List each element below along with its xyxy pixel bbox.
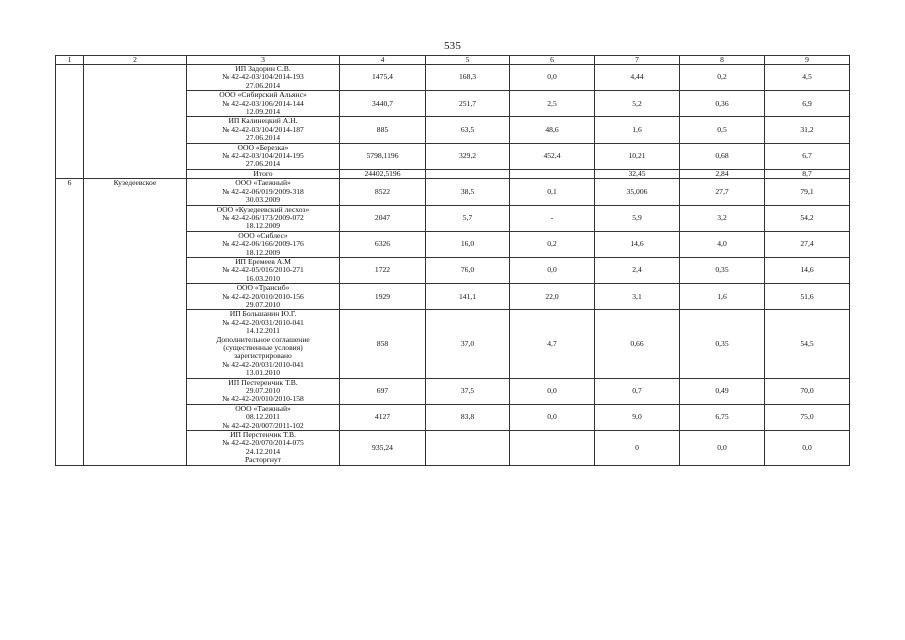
number-cell: 6 bbox=[56, 179, 84, 465]
value-cell-c9: 70,0 bbox=[765, 378, 850, 404]
value-cell-c6: 0,0 bbox=[510, 257, 595, 283]
column-header: 5 bbox=[426, 56, 510, 65]
organization-line: № 42-42-20/031/2010-041 bbox=[222, 317, 304, 327]
organization-line: 16.03.2010 bbox=[245, 273, 281, 283]
value-cell-c5: 16,0 bbox=[426, 231, 510, 257]
value-cell-c7: 2,4 bbox=[595, 257, 680, 283]
value-cell-c8: 4,0 bbox=[680, 231, 765, 257]
organization-line: № 42-42-06/019/2009-318 bbox=[222, 186, 304, 196]
value-cell-c8: 6,75 bbox=[680, 404, 765, 430]
organization-line: ИП Перстенчик Т.В. bbox=[230, 430, 296, 440]
organization-line: № 42-42-20/010/2010-156 bbox=[222, 291, 304, 301]
table-body bbox=[56, 56, 850, 466]
value-cell-c6: 0,1 bbox=[510, 179, 595, 205]
organization-line: 29.07.2010 bbox=[245, 386, 281, 396]
value-cell-c9: 51,6 bbox=[765, 284, 850, 310]
value-cell-c5: 83,8 bbox=[426, 404, 510, 430]
organization-line: № 42-42-03/104/2014-195 bbox=[222, 151, 304, 161]
value-cell-c7: 0,7 bbox=[595, 378, 680, 404]
value-cell-c4: 6326 bbox=[340, 231, 426, 257]
organization-line: 24.12.2014 bbox=[245, 446, 281, 456]
page-number: 535 bbox=[443, 40, 462, 52]
value-cell-c5: 168,3 bbox=[426, 65, 510, 91]
organization-cell bbox=[187, 179, 340, 205]
organization-line: № 42-42-03/106/2014-144 bbox=[222, 98, 304, 108]
value-cell-c8: 0,49 bbox=[680, 378, 765, 404]
organization-line: № 42-42-20/007/2011-102 bbox=[222, 420, 304, 430]
value-cell-c7: 10,21 bbox=[595, 143, 680, 169]
organization-line: № 42-42-03/104/2014-187 bbox=[222, 124, 304, 134]
value-cell-c6: 452,4 bbox=[510, 143, 595, 169]
value-cell-c9: 75,0 bbox=[765, 404, 850, 430]
organization-line: 30.03.2009 bbox=[245, 195, 281, 205]
organization-cell bbox=[187, 404, 340, 430]
organization-line: ИП Задорин С.В. bbox=[235, 64, 291, 73]
organization-line: ООО «Трансиб» bbox=[236, 283, 290, 293]
value-cell-c8: 0,0 bbox=[680, 431, 765, 466]
value-cell-c6: 4,7 bbox=[510, 310, 595, 378]
column-header: 7 bbox=[595, 56, 680, 65]
value-cell-c8: 27,7 bbox=[680, 179, 765, 205]
organization-line: ООО «Таежный» bbox=[235, 404, 291, 413]
value-cell-c7: 0 bbox=[595, 431, 680, 466]
organization-line: ИП Калинецкий А.Н. bbox=[228, 116, 298, 126]
organization-cell bbox=[187, 310, 340, 378]
organization-line: 29.07.2010 bbox=[245, 299, 281, 309]
number-cell bbox=[56, 65, 84, 179]
value-cell-c9: 54,5 bbox=[765, 310, 850, 378]
value-cell-c8: 0,2 bbox=[680, 65, 765, 91]
value-cell-c4: 1722 bbox=[340, 257, 426, 283]
organization-line: ИП Еремеев А.М bbox=[235, 257, 291, 266]
organization-line: 14.12.2011 bbox=[246, 326, 280, 336]
organization-cell bbox=[187, 91, 340, 117]
header-row bbox=[56, 56, 850, 65]
organization-line: 08.12.2011 bbox=[246, 412, 280, 422]
organization-cell bbox=[187, 378, 340, 404]
region-cell bbox=[84, 65, 187, 179]
organization-cell bbox=[187, 117, 340, 143]
value-cell-c5: 5,7 bbox=[426, 205, 510, 231]
organization-line: 18.12.2009 bbox=[245, 221, 281, 231]
value-cell-c4: 697 bbox=[340, 378, 426, 404]
value-cell-c6: 48,6 bbox=[510, 117, 595, 143]
organization-line: № 42-42-05/016/2010-271 bbox=[222, 265, 304, 275]
value-cell-c8: 0,36 bbox=[680, 91, 765, 117]
value-cell-c8: 0,68 bbox=[680, 143, 765, 169]
value-cell-c9: 6,7 bbox=[765, 143, 850, 169]
value-cell-c7: 5,9 bbox=[595, 205, 680, 231]
value-cell-c9: 54,2 bbox=[765, 205, 850, 231]
table-row bbox=[56, 179, 850, 205]
total-c4: 24402,5196 bbox=[340, 169, 426, 178]
organization-line: № 42-42-20/010/2010-158 bbox=[222, 394, 304, 404]
value-cell-c7: 3,1 bbox=[595, 284, 680, 310]
value-cell-c7: 1,6 bbox=[595, 117, 680, 143]
value-cell-c4: 858 bbox=[340, 310, 426, 378]
organization-line: № 42-42-06/166/2009-176 bbox=[222, 239, 304, 249]
value-cell-c5: 251,7 bbox=[426, 91, 510, 117]
value-cell-c6: 0,2 bbox=[510, 231, 595, 257]
value-cell-c6: - bbox=[510, 205, 595, 231]
organization-line: 12.09.2014 bbox=[245, 107, 281, 117]
value-cell-c5: 329,2 bbox=[426, 143, 510, 169]
column-header: 3 bbox=[187, 56, 340, 65]
table-row bbox=[56, 65, 850, 91]
value-cell-c7: 4,44 bbox=[595, 65, 680, 91]
organization-cell bbox=[187, 431, 340, 466]
column-header: 6 bbox=[510, 56, 595, 65]
organization-line: зарегистрировано bbox=[234, 351, 292, 361]
value-cell-c9: 79,1 bbox=[765, 179, 850, 205]
organization-line: Расторгнут bbox=[244, 455, 282, 465]
value-cell-c5: 76,0 bbox=[426, 257, 510, 283]
column-header: 9 bbox=[765, 56, 850, 65]
region-cell: Кузедеевское bbox=[84, 179, 187, 465]
organization-line: 27.06.2014 bbox=[245, 159, 281, 169]
value-cell-c8: 3,2 bbox=[680, 205, 765, 231]
value-cell-c4: 1475,4 bbox=[340, 65, 426, 91]
column-header: 4 bbox=[340, 56, 426, 65]
value-cell-c4: 885 bbox=[340, 117, 426, 143]
column-header: 8 bbox=[680, 56, 765, 65]
value-cell-c5: 37,0 bbox=[426, 310, 510, 378]
organization-cell bbox=[187, 65, 340, 91]
organization-line: Дополнительное соглашение bbox=[216, 334, 310, 344]
organization-line: 27.06.2014 bbox=[245, 133, 281, 143]
column-header: 2 bbox=[84, 56, 187, 65]
value-cell-c6: 0,0 bbox=[510, 404, 595, 430]
value-cell-c7: 5,2 bbox=[595, 91, 680, 117]
value-cell-c7: 35,006 bbox=[595, 179, 680, 205]
value-cell-c9: 14,6 bbox=[765, 257, 850, 283]
organization-line: ООО «Березка» bbox=[237, 143, 289, 152]
value-cell-c7: 0,66 bbox=[595, 310, 680, 378]
value-cell-c4: 1929 bbox=[340, 284, 426, 310]
value-cell-c8: 0,35 bbox=[680, 257, 765, 283]
value-cell-c9: 27,4 bbox=[765, 231, 850, 257]
value-cell-c7: 9,0 bbox=[595, 404, 680, 430]
value-cell-c6: 0,0 bbox=[510, 378, 595, 404]
organization-cell bbox=[187, 205, 340, 231]
value-cell-c4: 2047 bbox=[340, 205, 426, 231]
value-cell-c4: 8522 bbox=[340, 179, 426, 205]
value-cell-c5: 63,5 bbox=[426, 117, 510, 143]
organization-line: № 42-42-03/104/2014-193 bbox=[222, 72, 304, 82]
organization-line: ООО «Кузедеевский лесхоз» bbox=[216, 205, 310, 214]
value-cell-c8: 0,35 bbox=[680, 310, 765, 378]
organization-line: № 42-42-06/173/2009-072 bbox=[222, 212, 304, 222]
organization-cell bbox=[187, 284, 340, 310]
value-cell-c5: 141,1 bbox=[426, 284, 510, 310]
organization-line: 27.06.2014 bbox=[245, 80, 281, 90]
value-cell-c4: 5798,1196 bbox=[340, 143, 426, 169]
value-cell-c8: 1,6 bbox=[680, 284, 765, 310]
total-c6 bbox=[510, 169, 595, 178]
organization-line: ИП Пестеренчик Т.В. bbox=[228, 378, 298, 387]
value-cell-c9: 6,9 bbox=[765, 91, 850, 117]
value-cell-c7: 14,6 bbox=[595, 231, 680, 257]
organization-line: ООО «Таежный» bbox=[235, 178, 291, 188]
value-cell-c5: 37,5 bbox=[426, 378, 510, 404]
organization-line: № 42-42-20/070/2014-075 bbox=[222, 438, 304, 448]
value-cell-c6 bbox=[510, 431, 595, 466]
organization-line: 13.01.2010 bbox=[245, 368, 281, 378]
value-cell-c9: 4,5 bbox=[765, 65, 850, 91]
value-cell-c6: 22,0 bbox=[510, 284, 595, 310]
column-header: 1 bbox=[56, 56, 84, 65]
value-cell-c8: 0,5 bbox=[680, 117, 765, 143]
value-cell-c6: 2,5 bbox=[510, 91, 595, 117]
total-c7: 32,45 bbox=[595, 169, 680, 178]
organization-line: ООО «Сиблес» bbox=[238, 231, 288, 240]
organization-cell bbox=[187, 257, 340, 283]
organization-cell bbox=[187, 231, 340, 257]
value-cell-c6: 0,0 bbox=[510, 65, 595, 91]
value-cell-c4: 3440,7 bbox=[340, 91, 426, 117]
organization-cell bbox=[187, 143, 340, 169]
total-c5 bbox=[426, 169, 510, 178]
organization-line: № 42-42-20/031/2010-041 bbox=[222, 359, 304, 369]
lease-table bbox=[55, 55, 850, 466]
value-cell-c9: 0,0 bbox=[765, 431, 850, 466]
value-cell-c5: 38,5 bbox=[426, 179, 510, 205]
organization-line: 18.12.2009 bbox=[245, 247, 281, 257]
value-cell-c5 bbox=[426, 431, 510, 466]
organization-line: ООО «Сибирский Альянс» bbox=[219, 90, 307, 100]
total-c8: 2,84 bbox=[680, 169, 765, 178]
total-c9: 8,7 bbox=[765, 169, 850, 178]
organization-line: (существенные условия) bbox=[223, 343, 303, 352]
value-cell-c9: 31,2 bbox=[765, 117, 850, 143]
value-cell-c4: 4127 bbox=[340, 404, 426, 430]
total-label: Итого bbox=[187, 169, 340, 178]
value-cell-c4: 935,24 bbox=[340, 431, 426, 466]
organization-line: ИП Большанин Ю.Г. bbox=[229, 309, 297, 319]
